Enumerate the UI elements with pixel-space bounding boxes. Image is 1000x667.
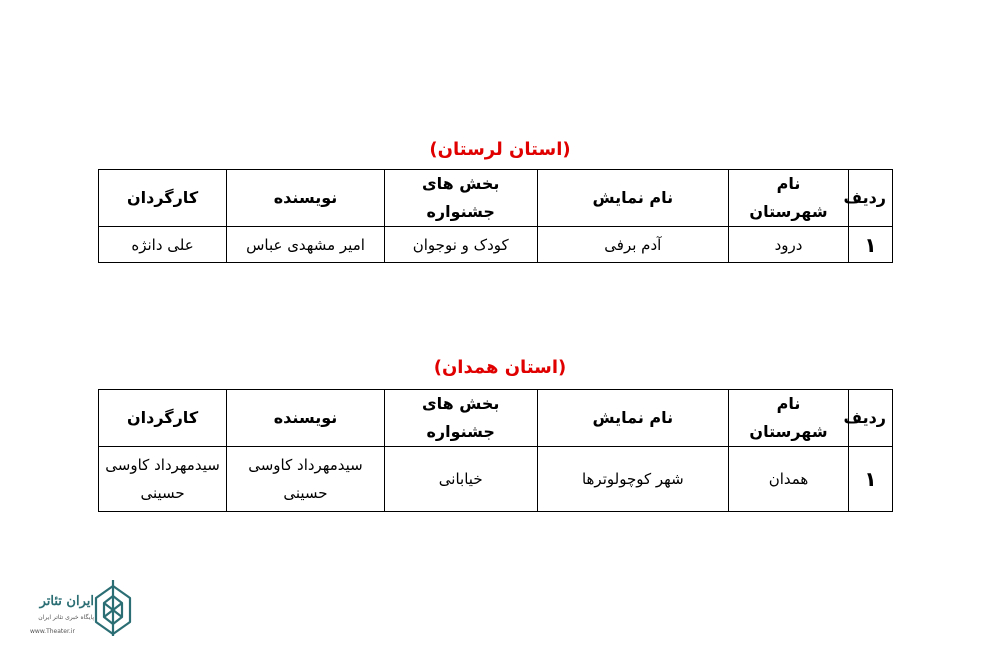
table-hamedan: [98, 389, 893, 512]
theater-logo-icon: [90, 578, 136, 638]
cell-city: همدان: [729, 447, 849, 512]
header-director: کارگردان: [99, 390, 227, 447]
cell-writer: امیر مشهدی عباس: [227, 227, 385, 263]
cell-section: خیابانی: [384, 447, 537, 512]
header-city: نام شهرستان: [729, 390, 849, 447]
table-lorestan: [98, 169, 893, 263]
header-show: نام نمایش: [537, 390, 729, 447]
header-row: [99, 170, 893, 227]
cell-director: سیدمهرداد کاوسی حسینی: [99, 447, 227, 512]
cell-radif: ۱: [848, 447, 892, 512]
logo-name: ایران تئاتر: [39, 594, 94, 609]
section-title-lorestan: (استان لرستان): [429, 139, 571, 160]
header-show: نام نمایش: [537, 170, 729, 227]
table-row: [99, 447, 893, 512]
header-writer: نویسنده: [227, 170, 385, 227]
header-writer: نویسنده: [227, 390, 385, 447]
cell-city: درود: [729, 227, 849, 263]
header-director: کارگردان: [99, 170, 227, 227]
section-title-hamedan: (استان همدان): [433, 357, 567, 378]
cell-writer: سیدمهرداد کاوسی حسینی: [227, 447, 385, 512]
cell-director: علی دانژه: [99, 227, 227, 263]
header-radif: ردیف: [848, 390, 892, 447]
table-row: [99, 227, 893, 263]
header-radif: ردیف: [848, 170, 892, 227]
logo-subtitle: پایگاه خبری تئاتر ایران: [38, 614, 94, 621]
header-row: [99, 390, 893, 447]
site-logo: [28, 578, 140, 640]
cell-section: کودک و نوجوان: [384, 227, 537, 263]
cell-show: شهر کوچولوترها: [537, 447, 729, 512]
cell-radif: ۱: [848, 227, 892, 263]
header-city: نام شهرستان: [729, 170, 849, 227]
cell-show: آدم برفی: [537, 227, 729, 263]
header-section: بخش های جشنواره: [384, 170, 537, 227]
header-section: بخش های جشنواره: [384, 390, 537, 447]
logo-url: www.Theater.ir: [30, 628, 75, 635]
